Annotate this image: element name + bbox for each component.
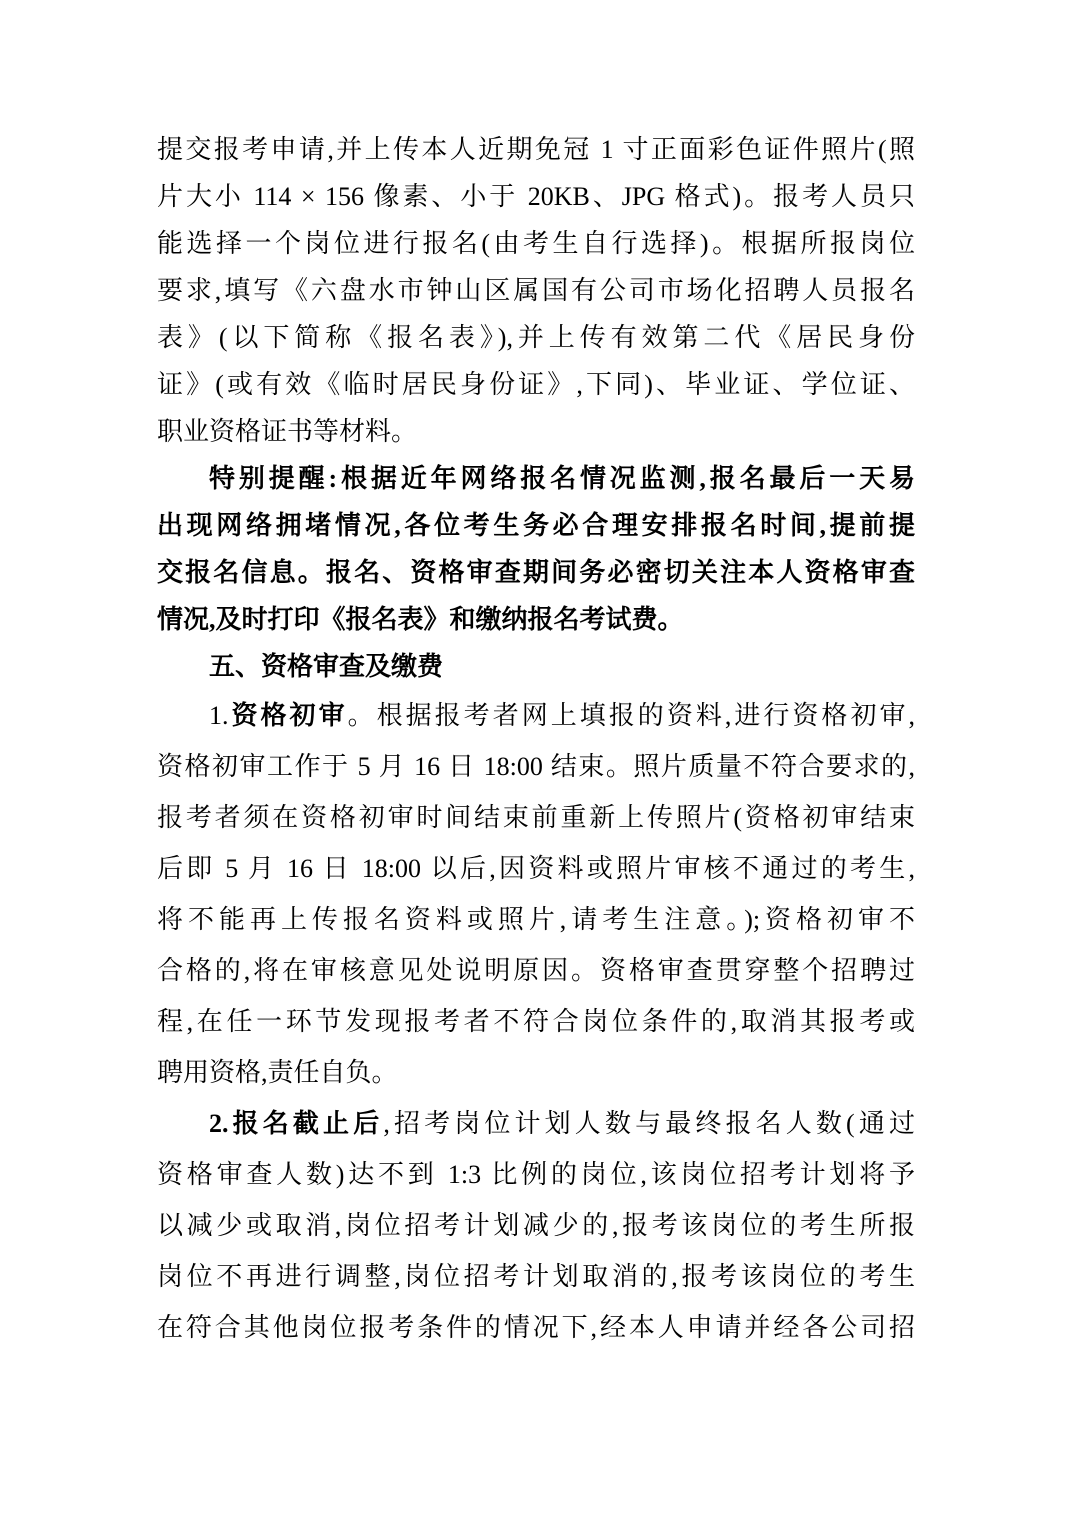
lead-term: 2.报名截止后	[209, 1109, 384, 1138]
lead-term: 资格初审	[228, 701, 348, 730]
text-line: 程,在任一环节发现报考者不符合岗位条件的,取消其报考或	[157, 1007, 915, 1036]
text-line: 出现网络拥堵情况,各位考生务必合理安排报名时间,提前提	[157, 511, 915, 540]
text-line: 资格初审工作于 5 月 16 日 18:00 结束。照片质量不符合要求的,	[157, 752, 915, 781]
text-line: 后即 5 月 16 日 18:00 以后,因资料或照片审核不通过的考生,	[157, 854, 915, 883]
text-line: 交报名信息。报名、资格审查期间务必密切关注本人资格审查	[157, 558, 915, 587]
para-registration	[157, 126, 915, 455]
text-line	[157, 690, 915, 741]
line-rest: 。根据报考者网上填报的资料,进行资格初审,	[347, 701, 915, 730]
text-line: 聘用资格,责任自负。	[157, 1058, 398, 1087]
text-line: 岗位不再进行调整,岗位招考计划取消的,报考该岗位的考生	[157, 1262, 915, 1291]
para-special-reminder	[157, 455, 915, 643]
text-line: 特别提醒:根据近年网络报名情况监测,报名最后一天易	[209, 464, 915, 493]
text-line: 将不能再上传报名资料或照片,请考生注意。);资格初审不	[157, 905, 915, 934]
text-line: 职业资格证书等材料。	[157, 417, 418, 446]
text-line: 提交报考申请,并上传本人近期免冠 1 寸正面彩色证件照片(照	[157, 135, 915, 164]
document-upper-section	[157, 126, 915, 690]
section-heading: 五、资格审查及缴费	[209, 652, 444, 681]
para-after-deadline	[157, 1098, 915, 1353]
para-initial-review	[157, 690, 915, 1098]
text-line: 合格的,将在审核意见处说明原因。资格审查贯穿整个招聘过	[157, 956, 915, 985]
line-rest: ,招考岗位计划人数与最终报名人数(通过	[383, 1109, 915, 1138]
text-line: 报考者须在资格初审时间结束前重新上传照片(资格初审结束	[157, 803, 915, 832]
text-line: 片大小 114 × 156 像素、小于 20KB、JPG 格式)。报考人员只	[157, 182, 915, 211]
text-line	[157, 1098, 915, 1149]
list-number: 1.	[209, 701, 229, 730]
text-line: 表》(以下简称《报名表》),并上传有效第二代《居民身份	[157, 323, 915, 352]
text-line: 情况,及时打印《报名表》和缴纳报名考试费。	[157, 605, 684, 634]
text-line: 在符合其他岗位报考条件的情况下,经本人申请并经各公司招	[157, 1313, 915, 1342]
text-line: 要求,填写《六盘水市钟山区属国有公司市场化招聘人员报名	[157, 276, 915, 305]
text-line: 资格审查人数)达不到 1:3 比例的岗位,该岗位招考计划将予	[157, 1160, 915, 1189]
document-lower-section	[157, 690, 915, 1353]
text-line: 以减少或取消,岗位招考计划减少的,报考该岗位的考生所报	[157, 1211, 915, 1240]
text-line: 证》(或有效《临时居民身份证》,下同)、毕业证、学位证、	[157, 370, 915, 399]
text-line: 能选择一个岗位进行报名(由考生自行选择)。根据所报岗位	[157, 229, 915, 258]
